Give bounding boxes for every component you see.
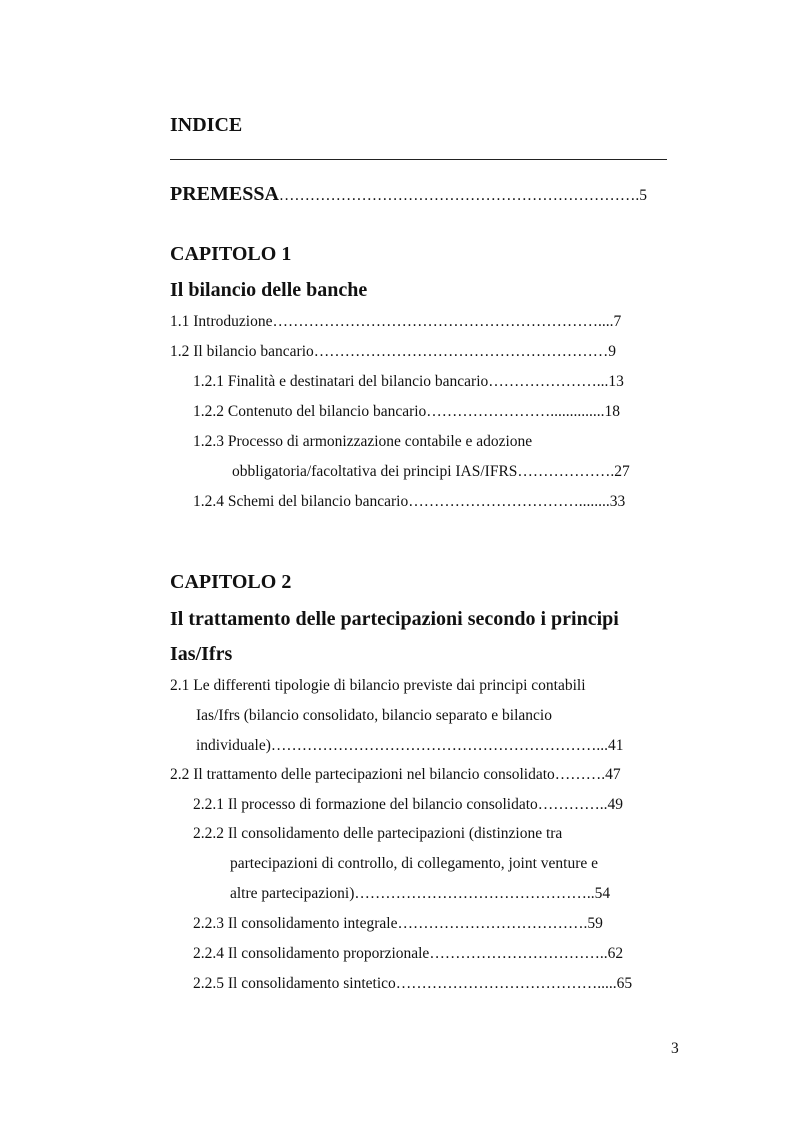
toc-entry-1-2-2: 1.2.2 Contenuto del bilancio bancario……………………..............18 [193,403,621,420]
toc-entry-premessa [170,183,647,206]
toc-entry-2-2-2-cont1: partecipazioni di controllo, di collegamento, joint venture e [230,855,599,872]
toc-entry-2-2-3: 2.2.3 Il consolidamento integrale……………………………….59 [193,915,603,932]
toc-entry-2-2-2-cont2: altre partecipazioni)………………………………………..54 [230,885,611,902]
toc-entry-1-2-1: 1.2.1 Finalità e destinatari del bilancio bancario…………………...13 [193,373,624,390]
toc-entry-2-2-4: 2.2.4 Il consolidamento proporzionale……………………………..62 [193,945,624,962]
index-title: INDICE [170,114,243,136]
premessa-label: PREMESSA [170,183,279,205]
chapter2-subtitle-line2: Ias/Ifrs [170,643,233,665]
chapter1-subtitle: Il bilancio delle banche [170,279,368,301]
chapter2-subtitle-line1: Il trattamento delle partecipazioni secondo i principi [170,608,619,630]
chapter2-title: CAPITOLO 2 [170,571,292,593]
toc-entry-2-1-cont2: individuale)………………………………………………………...41 [196,737,624,754]
page-number: 3 [671,1040,679,1057]
toc-entry-2-2: 2.2 Il trattamento delle partecipazioni nel bilancio consolidato……….47 [170,766,621,783]
toc-entry-2-1-cont1: Ias/Ifrs (bilancio consolidato, bilancio separato e bilancio [196,707,552,724]
toc-entry-2-2-1: 2.2.1 Il processo di formazione del bilancio consolidato…………..49 [193,796,624,813]
toc-entry-1-2: 1.2 Il bilancio bancario…………………………………………………9 [170,343,617,360]
title-divider [170,159,667,160]
toc-entry-1-2-3-cont: obbligatoria/facoltativa dei principi IAS/IFRS……………….27 [232,463,630,480]
toc-entry-1-1: 1.1 Introduzione………………………………………………………....7 [170,313,622,330]
toc-entry-2-1: 2.1 Le differenti tipologie di bilancio previste dai principi contabili [170,677,586,694]
toc-entry-1-2-3: 1.2.3 Processo di armonizzazione contabile e adozione [193,433,533,450]
chapter1-title: CAPITOLO 1 [170,243,292,265]
toc-entry-2-2-2: 2.2.2 Il consolidamento delle partecipazioni (distinzione tra [193,825,563,842]
premessa-dots: …………………………………………………………… [278,187,636,204]
premessa-page: .5 [635,187,648,204]
toc-entry-2-2-5: 2.2.5 Il consolidamento sintetico………………………………….....65 [193,975,633,992]
toc-entry-1-2-4: 1.2.4 Schemi del bilancio bancario……………………………........33 [193,493,626,510]
